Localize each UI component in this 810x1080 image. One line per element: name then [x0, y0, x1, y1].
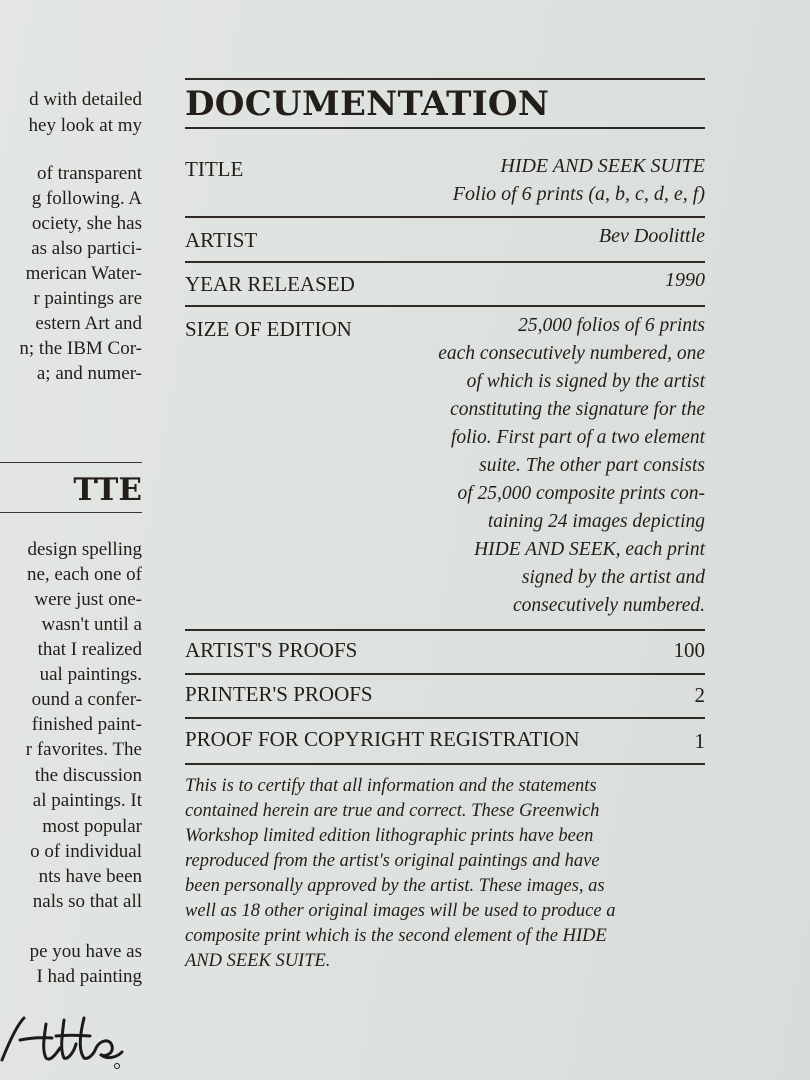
row-rule [185, 261, 705, 263]
body-line: d with detailed [29, 89, 142, 110]
body-line: ne, each one of [27, 564, 142, 585]
artist-proofs-value: 100 [673, 638, 705, 662]
body-line: estern Art and [35, 313, 142, 334]
body-line: pe you have as [29, 941, 142, 962]
certification-line: Workshop limited edition lithographic prints have been [185, 826, 594, 846]
year-label: YEAR RELEASED [185, 272, 355, 296]
body-line: ual paintings. [39, 664, 142, 685]
body-line: al paintings. It [32, 790, 142, 811]
row-rule [185, 629, 705, 631]
certification-text [185, 774, 707, 974]
printer-proofs-label: PRINTER'S PROOFS [185, 682, 373, 706]
certification-line: been personally approved by the artist. These images, as [185, 876, 605, 896]
body-line: a; and numer- [36, 363, 142, 384]
body-line: o of individual [30, 841, 142, 862]
artist-proofs-label: ARTIST'S PROOFS [185, 638, 358, 662]
body-line: the discussion [34, 765, 142, 786]
body-line: nts have been [38, 866, 142, 887]
body-line: as also partici- [31, 238, 142, 259]
body-line: most popular [42, 816, 142, 837]
row-rule [185, 763, 705, 765]
title-value-line: HIDE AND SEEK SUITE [500, 155, 705, 177]
edition-label: SIZE OF EDITION [185, 317, 352, 341]
year-value: 1990 [665, 269, 705, 291]
body-line: merican Water- [25, 263, 142, 284]
artist-value: Bev Doolittle [598, 225, 705, 247]
edition-line: signed by the artist and [521, 567, 705, 588]
heading-rule [185, 127, 705, 129]
edition-line: folio. First part of a two element [450, 427, 705, 448]
certification-line: contained herein are true and correct. These Greenwich [185, 801, 600, 821]
copyright-proof-value: 1 [694, 729, 705, 753]
edition-line: 25,000 folios of 6 prints [518, 315, 705, 336]
edition-line: of which is signed by the artist [466, 371, 705, 392]
body-line: finished paint- [31, 714, 142, 735]
body-line: design spelling [27, 539, 142, 560]
title-value [453, 152, 705, 208]
body-line: wasn't until a [41, 614, 142, 635]
artist-label: ARTIST [185, 228, 258, 252]
edition-line: of 25,000 composite prints con- [457, 483, 705, 504]
section-rule [0, 512, 142, 513]
top-rule [185, 78, 705, 80]
edition-line: consecutively numbered. [512, 595, 705, 616]
title-value-line: Folio of 6 prints (a, b, c, d, e, f) [452, 183, 705, 205]
row-rule [185, 305, 705, 307]
left-text-column [0, 0, 142, 1080]
row-rule [185, 216, 705, 218]
documentation-panel [185, 0, 707, 1080]
edition-line: suite. The other part consists [479, 455, 705, 476]
body-line: ound a confer- [31, 689, 142, 710]
certification-line: AND SEEK SUITE. [185, 951, 331, 971]
body-line: were just one- [34, 589, 142, 610]
edition-line: each consecutively numbered, one [438, 343, 705, 364]
certification-line: This is to certify that all information and the statements [185, 776, 597, 796]
body-line: n; the IBM Cor- [19, 338, 142, 359]
edition-line: constituting the signature for the [450, 399, 705, 420]
body-line: ociety, she has [31, 213, 142, 234]
certification-line: composite print which is the second element of the HIDE [185, 926, 607, 946]
body-line: hey look at my [28, 115, 142, 136]
edition-line: HIDE AND SEEK, each print [474, 539, 705, 560]
body-line: I had painting [36, 966, 142, 987]
row-rule [185, 717, 705, 719]
title-label: TITLE [185, 157, 244, 181]
section-heading: TTE [73, 472, 142, 508]
body-line: that I realized [37, 639, 142, 660]
signature-icon [0, 1010, 142, 1070]
certification-line: reproduced from the artist's original paintings and have [185, 851, 600, 871]
body-line: r favorites. The [25, 739, 142, 760]
edition-value [438, 312, 705, 620]
body-line: of transparent [37, 163, 142, 184]
edition-line: taining 24 images depicting [487, 511, 705, 532]
certification-line: well as 18 other original images will be used to produce a [185, 901, 616, 921]
documentation-heading: DOCUMENTATION [185, 84, 550, 124]
section-rule [0, 462, 142, 463]
body-line: r paintings are [33, 288, 142, 309]
body-line: nals so that all [32, 891, 142, 912]
printer-proofs-value: 2 [694, 683, 705, 707]
row-rule [185, 673, 705, 675]
copyright-proof-label: PROOF FOR COPYRIGHT REGISTRATION [185, 727, 580, 751]
body-line: g following. A [31, 188, 142, 209]
